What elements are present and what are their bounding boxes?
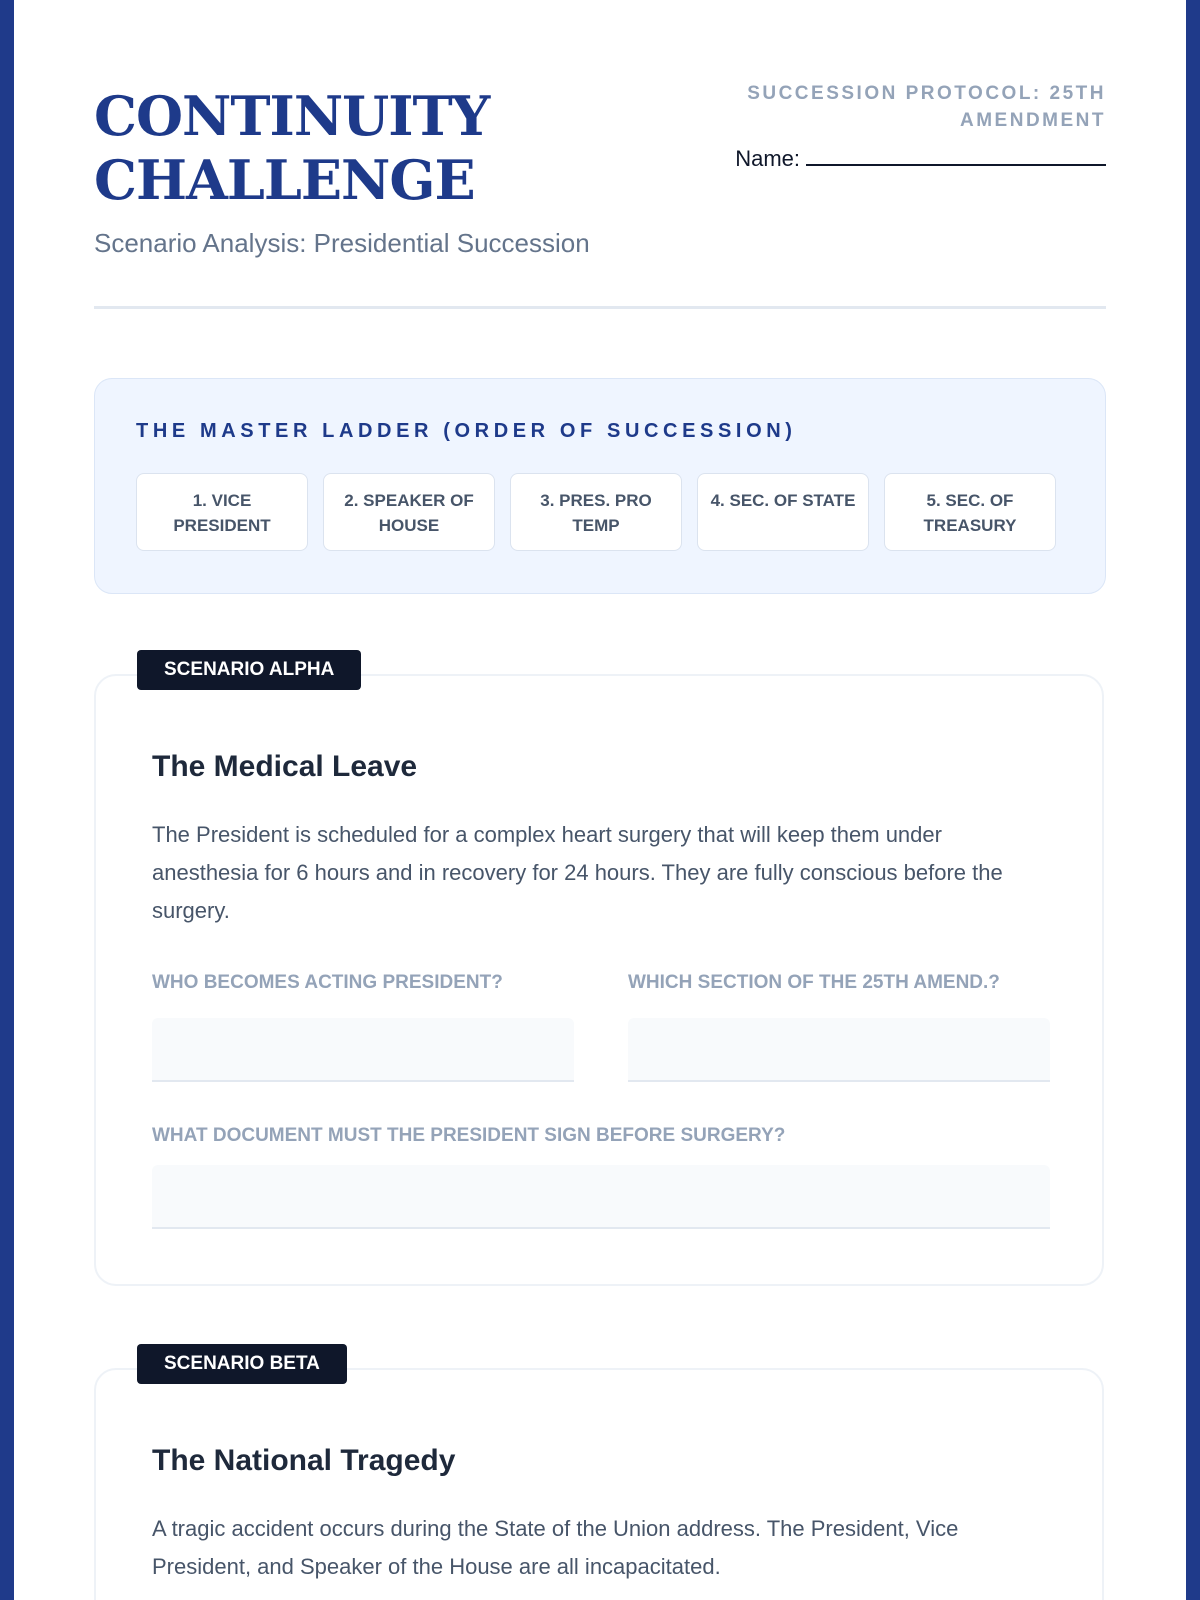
scenario-badge: SCENARIO ALPHA bbox=[137, 650, 361, 690]
page-subtitle: Scenario Analysis: Presidential Succession bbox=[94, 228, 590, 258]
question-label-acting-president: WHO BECOMES ACTING PRESIDENT? bbox=[152, 972, 503, 993]
scenario-title: The Medical Leave bbox=[152, 750, 418, 783]
scenario-description: The President is scheduled for a complex heart surgery that will keep them under anesthesia for 6 hours and in recovery for 24 hours. They are fully conscious before the surgery. bbox=[152, 822, 1003, 923]
answer-field-amendment-section[interactable] bbox=[628, 1018, 1050, 1082]
worksheet-page bbox=[14, 0, 1186, 1600]
ladder-rung-5: 5. SEC. OF TREASURY bbox=[884, 473, 1056, 551]
scenario-description: A tragic accident occurs during the State of the Union address. The President, Vice President, and Speaker of the House are all incapacitated. bbox=[152, 1516, 959, 1579]
protocol-label: SUCCESSION PROTOCOL: 25TH AMENDMENT bbox=[747, 83, 1106, 131]
answer-field-acting-president[interactable] bbox=[152, 1018, 574, 1082]
ladder-rung-2: 2. SPEAKER OF HOUSE bbox=[323, 473, 495, 551]
question-label-amendment-section: WHICH SECTION OF THE 25TH AMEND.? bbox=[628, 972, 1000, 993]
name-blank-line[interactable] bbox=[806, 142, 1106, 166]
succession-ladder bbox=[94, 378, 1106, 594]
scenario-card bbox=[94, 1368, 1104, 1600]
question-label-document: WHAT DOCUMENT MUST THE PRESIDENT SIGN BEFORE SURGERY? bbox=[152, 1125, 786, 1146]
header-divider bbox=[94, 306, 1106, 309]
scenario-card bbox=[94, 674, 1104, 1286]
scenario-title: The National Tragedy bbox=[152, 1444, 456, 1477]
ladder-rungs bbox=[136, 473, 1056, 551]
ladder-rung-1: 1. VICE PRESIDENT bbox=[136, 473, 308, 551]
ladder-title: THE MASTER LADDER (ORDER OF SUCCESSION) bbox=[136, 420, 797, 442]
scenario-beta bbox=[94, 1344, 1106, 1600]
title-line-2: CHALLENGE bbox=[94, 148, 475, 212]
title-line-1: CONTINUITY bbox=[94, 84, 490, 148]
page-title bbox=[94, 84, 614, 212]
name-field[interactable] bbox=[735, 142, 1106, 172]
ladder-rung-3: 3. PRES. PRO TEMP bbox=[510, 473, 682, 551]
ladder-rung-4: 4. SEC. OF STATE bbox=[697, 473, 869, 551]
scenario-alpha bbox=[94, 650, 1106, 1290]
scenario-badge: SCENARIO BETA bbox=[137, 1344, 347, 1384]
answer-field-document[interactable] bbox=[152, 1165, 1050, 1229]
name-label: Name: bbox=[735, 146, 800, 171]
